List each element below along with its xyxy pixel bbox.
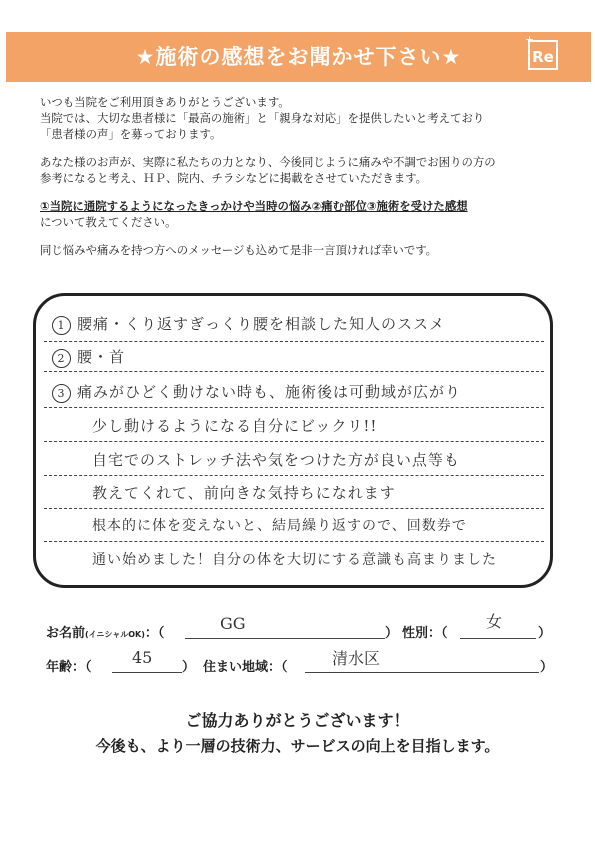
- answer-3: 3 痛みがひどく動けない時も、施術後は可動域が広がり: [52, 381, 461, 403]
- thanks-line-1: ご協力ありがとうございます！: [185, 711, 410, 730]
- answer-line: [44, 371, 544, 372]
- circle-number-1: 1: [52, 316, 71, 335]
- question-topics: ①当院に通院するようになったきっかけや当時の悩み②痛む部位③施術を受けた感想: [40, 199, 468, 213]
- age-label: 年齢：（: [46, 660, 92, 675]
- name-close: ）: [385, 626, 399, 641]
- answer-3-line: 自宅でのストレッチ法や気をつけた方が良い点等も: [92, 451, 460, 469]
- age-value: 45: [132, 648, 153, 667]
- answer-3-line: 教えてくれて、前向きな気持ちになれます: [92, 484, 396, 502]
- area-label: 住まい地域：（: [203, 660, 288, 675]
- gender-underline: [460, 638, 536, 639]
- area-underline: [305, 672, 539, 673]
- age-close: ）: [182, 660, 196, 675]
- header-banner: [6, 32, 591, 82]
- gender-label: 性別：（: [402, 626, 448, 641]
- answer-3-line: 少し動けるようになる自分にビックリ!!: [92, 417, 378, 435]
- logo-plus: +: [525, 33, 535, 46]
- intro-paragraph-2: あなた様のお声が、実際に私たちの力となり、今後同じように痛みや不調でお困りの方の 参考になると考え、ＨＰ、院内、チラシなどに掲載をさせていただきます。: [40, 155, 496, 185]
- name-label: お名前(イニシャルOK)：（: [46, 626, 165, 641]
- name-underline: [185, 638, 385, 639]
- intro-paragraph-1: いつも当院をご利用頂きありがとうございます。 当院では、大切な患者様に「最高の施術」と「親身な対応」を提供したいと考えており 「患者様の声」を募っております。: [40, 95, 485, 141]
- answer-2: 2 腰・首: [52, 346, 125, 368]
- clinic-logo: Re: [528, 40, 558, 70]
- intro-paragraph-3: ①当院に通院するようになったきっかけや当時の悩み②痛む部位③施術を受けた感想 について教えてください。: [40, 199, 468, 229]
- circle-number-3: 3: [52, 384, 71, 403]
- answer-3-line: 通い始めました！自分の体を大切にする意識も高まりました: [92, 552, 497, 568]
- gender-close: ）: [538, 626, 552, 641]
- answer-line: [44, 407, 544, 408]
- intro-paragraph-4: 同じ悩みや痛みを持つ方へのメッセージも込めて是非一言頂ければ幸いです。: [40, 243, 438, 257]
- answer-line: [44, 475, 544, 476]
- name-value: GG: [220, 614, 246, 633]
- answer-3-line: 根本的に体を変えないと、結局繰り返すので、回数券で: [92, 518, 467, 534]
- thanks-line-2: 今後も、より一層の技術力、サービスの向上を目指します。: [95, 737, 500, 755]
- gender-value: 女: [486, 612, 503, 631]
- answer-1: 1 腰痛・くり返すぎっくり腰を相談した知人のススメ: [52, 313, 445, 335]
- circle-number-2: 2: [52, 349, 71, 368]
- age-underline: [112, 672, 182, 673]
- area-value: 清水区: [332, 649, 381, 668]
- answer-line: [44, 441, 544, 442]
- area-close: ）: [540, 660, 554, 675]
- intro-text: [40, 94, 570, 270]
- answer-line: [44, 341, 544, 342]
- answer-line: [44, 508, 544, 509]
- answer-line: [44, 541, 544, 542]
- page-title: ★施術の感想をお聞かせ下さい★: [135, 45, 462, 69]
